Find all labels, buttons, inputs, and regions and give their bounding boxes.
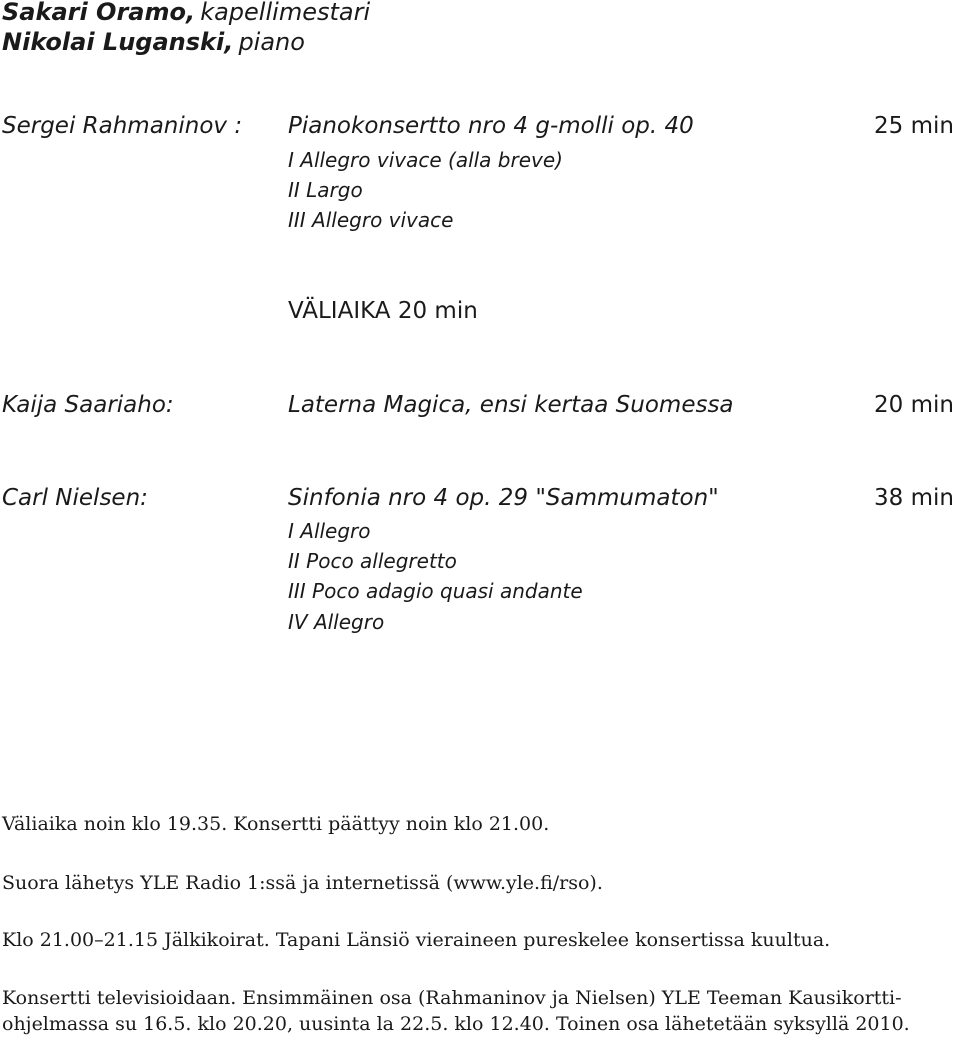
work-nielsen: Sinfonia nro 4 op. 29 "Sammumaton" [288, 485, 719, 511]
work-rahmaninov: Pianokonsertto nro 4 g-molli op. 40 [288, 113, 694, 139]
composer-rahmaninov: Sergei Rahmaninov : [2, 113, 243, 139]
soloist-name: Nikolai Luganski, [2, 28, 234, 56]
performer-conductor [2, 0, 370, 26]
soloist-role: piano [238, 28, 305, 56]
movement-item: II Largo [288, 178, 363, 202]
note-broadcast: Suora lähetys YLE Radio 1:ssä ja internetissä (www.yle.fi/rso). [2, 872, 603, 894]
conductor-role: kapellimestari [200, 0, 371, 26]
note-tv-line1: Konsertti televisioidaan. Ensimmäinen osa (Rahmaninov ja Nielsen) YLE Teeman Kausikortti- [2, 987, 902, 1009]
movement-item: IV Allegro [288, 610, 385, 634]
movement-item: I Allegro vivace (alla breve) [288, 148, 563, 172]
movement-item: III Poco adagio quasi andante [288, 579, 583, 603]
note-afterconcert: Klo 21.00–21.15 Jälkikoirat. Tapani Länsiö vieraineen pureskelee konsertissa kuultua. [2, 929, 831, 951]
duration-rahmaninov: 25 min [874, 113, 954, 139]
movement-item: II Poco allegretto [288, 549, 457, 573]
note-tv-line2: ohjelmassa su 16.5. klo 20.20, uusinta la 22.5. klo 12.40. Toinen osa lähetetään syksyllä 2010. [2, 1013, 910, 1035]
work-saariaho: Laterna Magica, ensi kertaa Suomessa [288, 392, 734, 418]
performer-soloist [2, 28, 305, 56]
duration-nielsen: 38 min [874, 485, 954, 511]
intermission-label: VÄLIAIKA 20 min [288, 298, 478, 324]
composer-nielsen: Carl Nielsen: [2, 485, 148, 511]
conductor-name: Sakari Oramo, [2, 0, 196, 26]
movement-item: I Allegro [288, 519, 371, 543]
composer-saariaho: Kaija Saariaho: [2, 392, 174, 418]
duration-saariaho: 20 min [874, 392, 954, 418]
movement-item: III Allegro vivace [288, 208, 454, 232]
note-timing: Väliaika noin klo 19.35. Konsertti päättyy noin klo 21.00. [2, 813, 550, 835]
